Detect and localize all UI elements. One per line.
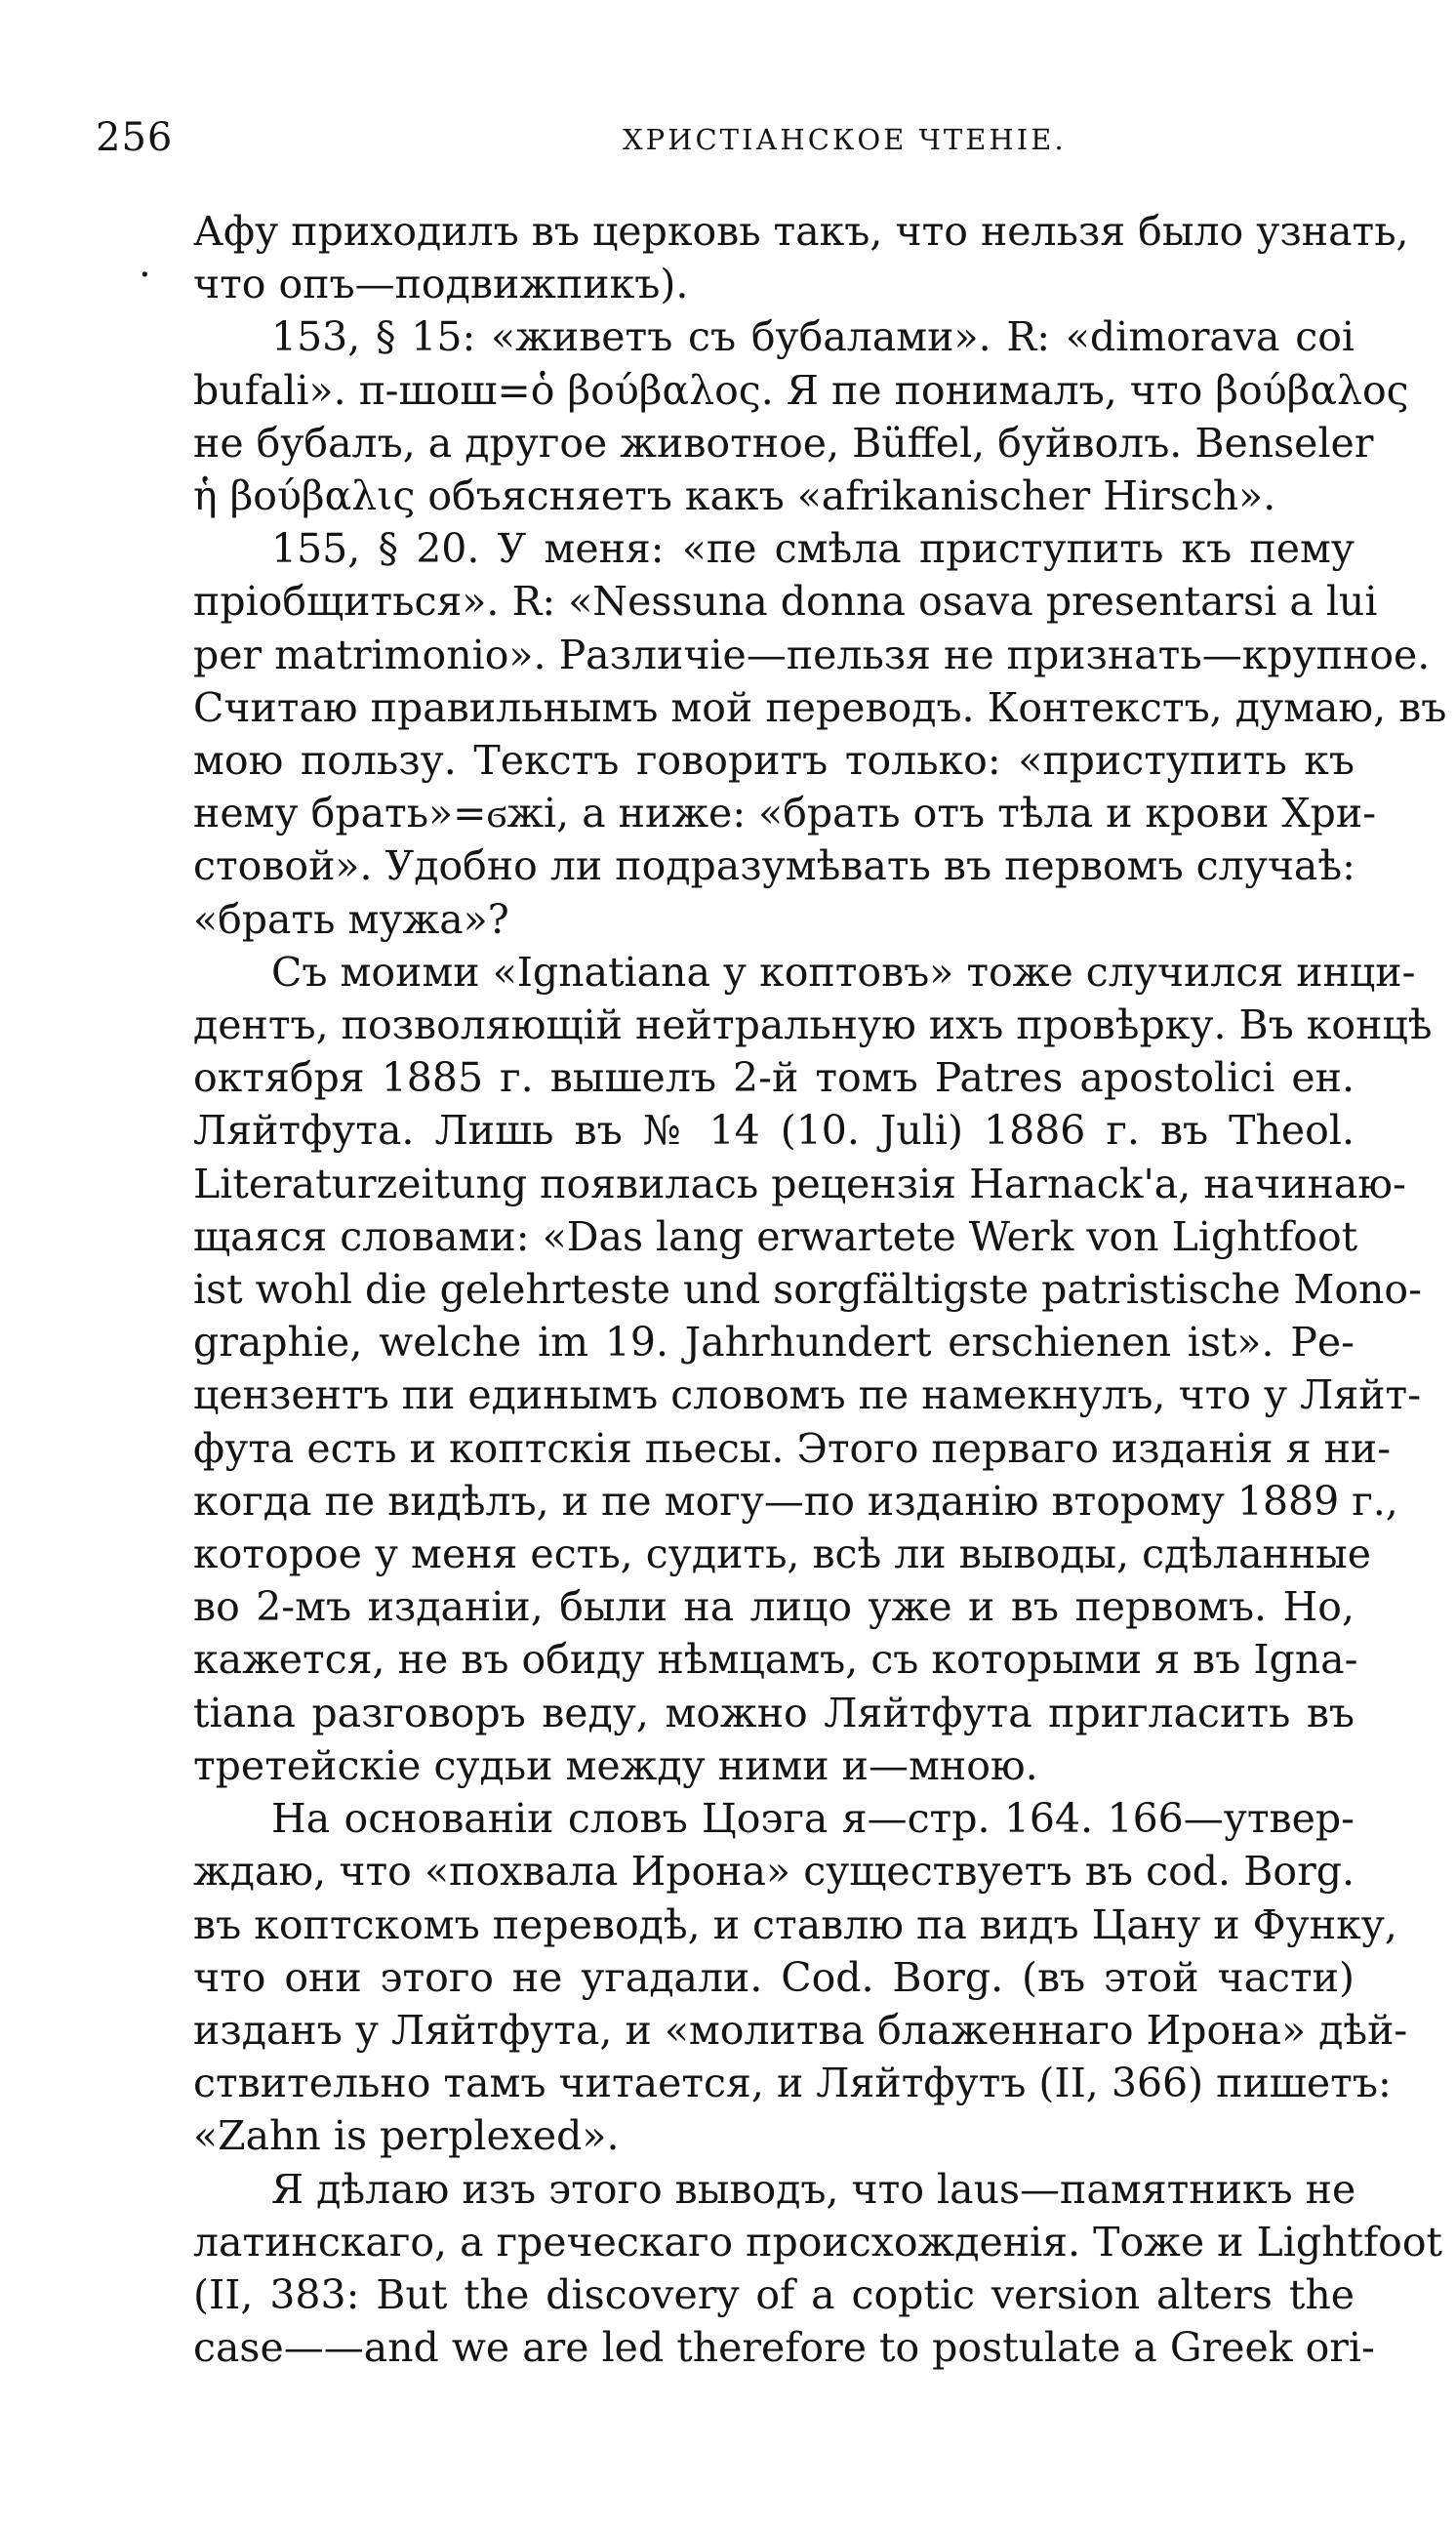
text-line: (II, 383: But the discovery of a coptic version alters the: [193, 2270, 1355, 2318]
paragraph-3: [193, 522, 1447, 946]
paragraph-2: [193, 310, 1409, 522]
text-line: во 2-мъ изданіи, были на лицо уже и въ первомъ. Но,: [193, 1583, 1355, 1631]
page-number: 256: [96, 115, 174, 160]
text-line: пріобщиться». R: «Nessuna donna osava presentarsi a lui: [193, 578, 1378, 626]
text-line: Афу приходилъ въ церковь такъ, что нельзя было узнать,: [193, 208, 1409, 255]
text-line: graphie, welche im 19. Jahrhundert erschienen ist». Ре-: [193, 1319, 1355, 1367]
text-line: стовой». Удобно ли подразумѣвать въ первомъ случаѣ:: [193, 842, 1355, 890]
text-line: case——and we are led therefore to postulate a Greek ori-: [193, 2324, 1375, 2372]
text-line: латинскаго, а греческаго происхожденія. Тоже и Lightfoot: [193, 2218, 1442, 2266]
text-line: дентъ, позволяющій нейтральную ихъ провѣрку. Въ концѣ: [193, 1001, 1433, 1049]
text-line: На основаніи словъ Цоэга я—стр. 164. 166—утвер-: [271, 1795, 1355, 1843]
text-line: «Zahn is perplexed».: [193, 2112, 620, 2160]
text-line: октября 1885 г. вышелъ 2-й томъ Patres apostolici ен.: [193, 1054, 1355, 1102]
text-line: per matrimonio». Различіе—пельзя не признать—крупное.: [193, 631, 1431, 678]
text-line: не бубалъ, а другое животное, Büffel, буйволъ. Benseler: [193, 419, 1374, 467]
text-line: bufali». π-шош=ὁ βούβαλος. Я пе понималъ, что βούβαλος: [193, 366, 1409, 414]
text-line: кажется, не въ обиду нѣмцамъ, съ которыми я въ Igna-: [193, 1636, 1358, 1684]
text-line: третейскіе судьи между ними и—мною.: [193, 1741, 1038, 1789]
text-line: ствительно тамъ читается, и Ляйтфутъ (II, 366) пишетъ:: [193, 2060, 1392, 2107]
text-line: «брать мужа»?: [193, 895, 509, 943]
text-line: Считаю правильнымъ мой переводъ. Контекстъ, думаю, въ: [193, 683, 1447, 731]
text-line: Я дѣлаю изъ этого выводъ, что laus—памятникъ не: [271, 2165, 1356, 2213]
paragraph-5: [193, 1792, 1408, 2162]
text-line: ждаю, что «похвала Ирона» существуетъ въ cod. Borg.: [193, 1848, 1355, 1896]
text-line: 153, § 15: «живетъ съ бубалами». R: «dimorava coi: [271, 313, 1355, 361]
text-line: нему брать»=ϭжі, а ниже: «брать отъ тѣла и крови Хри-: [193, 790, 1377, 837]
paragraph-6: [193, 2163, 1442, 2375]
text-line: 155, § 20. У меня: «пе смѣла приступить къ пему: [271, 525, 1355, 573]
text-line: когда пе видѣлъ, и пе могу—по изданію второму 1889 г.,: [193, 1477, 1398, 1525]
text-line: ἡ βούβαλις объясняетъ какъ «afrikanischer Hirsch».: [193, 472, 1276, 520]
page-header: [96, 115, 1355, 174]
text-line: которое у меня есть, судить, всѣ ли выводы, сдѣланные: [193, 1531, 1372, 1578]
text-line: щаяся словами: «Das lang erwartete Werk von Lightfoot: [193, 1212, 1358, 1260]
text-line: что опъ—подвижпикъ).: [193, 261, 689, 308]
text-line: мою пользу. Текстъ говоритъ только: «приступить къ: [193, 737, 1355, 785]
text-line: въ коптскомъ переводѣ, и ставлю па видъ Цану и Функу,: [193, 1900, 1397, 1948]
text-line: tiana разговоръ веду, можно Ляйтфута пригласить въ: [193, 1689, 1355, 1736]
paragraph-1: [193, 205, 1409, 310]
text-line: ist wohl die gelehrteste und sorgfältigste patristische Mono-: [193, 1266, 1422, 1314]
running-title: ХРИСТІАНСКОЕ ЧТЕНІЕ.: [623, 123, 1067, 156]
text-line: изданъ у Ляйтфута, и «молитва блаженнаго Ирона» дѣй-: [193, 2006, 1408, 2054]
margin-mark: .: [139, 241, 151, 286]
text-line: что они этого не угадали. Cod. Borg. (въ этой части): [193, 1953, 1355, 2001]
text-line: цензентъ пи единымъ словомъ пе намекнулъ, что у Ляйт-: [193, 1371, 1422, 1419]
text-line: Literaturzeitung появилась рецензія Harnack'а, начинаю-: [193, 1160, 1406, 1207]
body-text: [193, 205, 1447, 2374]
text-line: Ляйтфута. Лишь въ № 14 (10. Juli) 1886 г. въ Theol.: [193, 1107, 1355, 1155]
text-line: фута есть и коптскія пьесы. Этого перваго изданія я ни-: [193, 1424, 1392, 1472]
paragraph-4: [193, 946, 1433, 1792]
text-line: Съ моими «Ignatiana у коптовъ» тоже случился инци-: [271, 948, 1416, 996]
